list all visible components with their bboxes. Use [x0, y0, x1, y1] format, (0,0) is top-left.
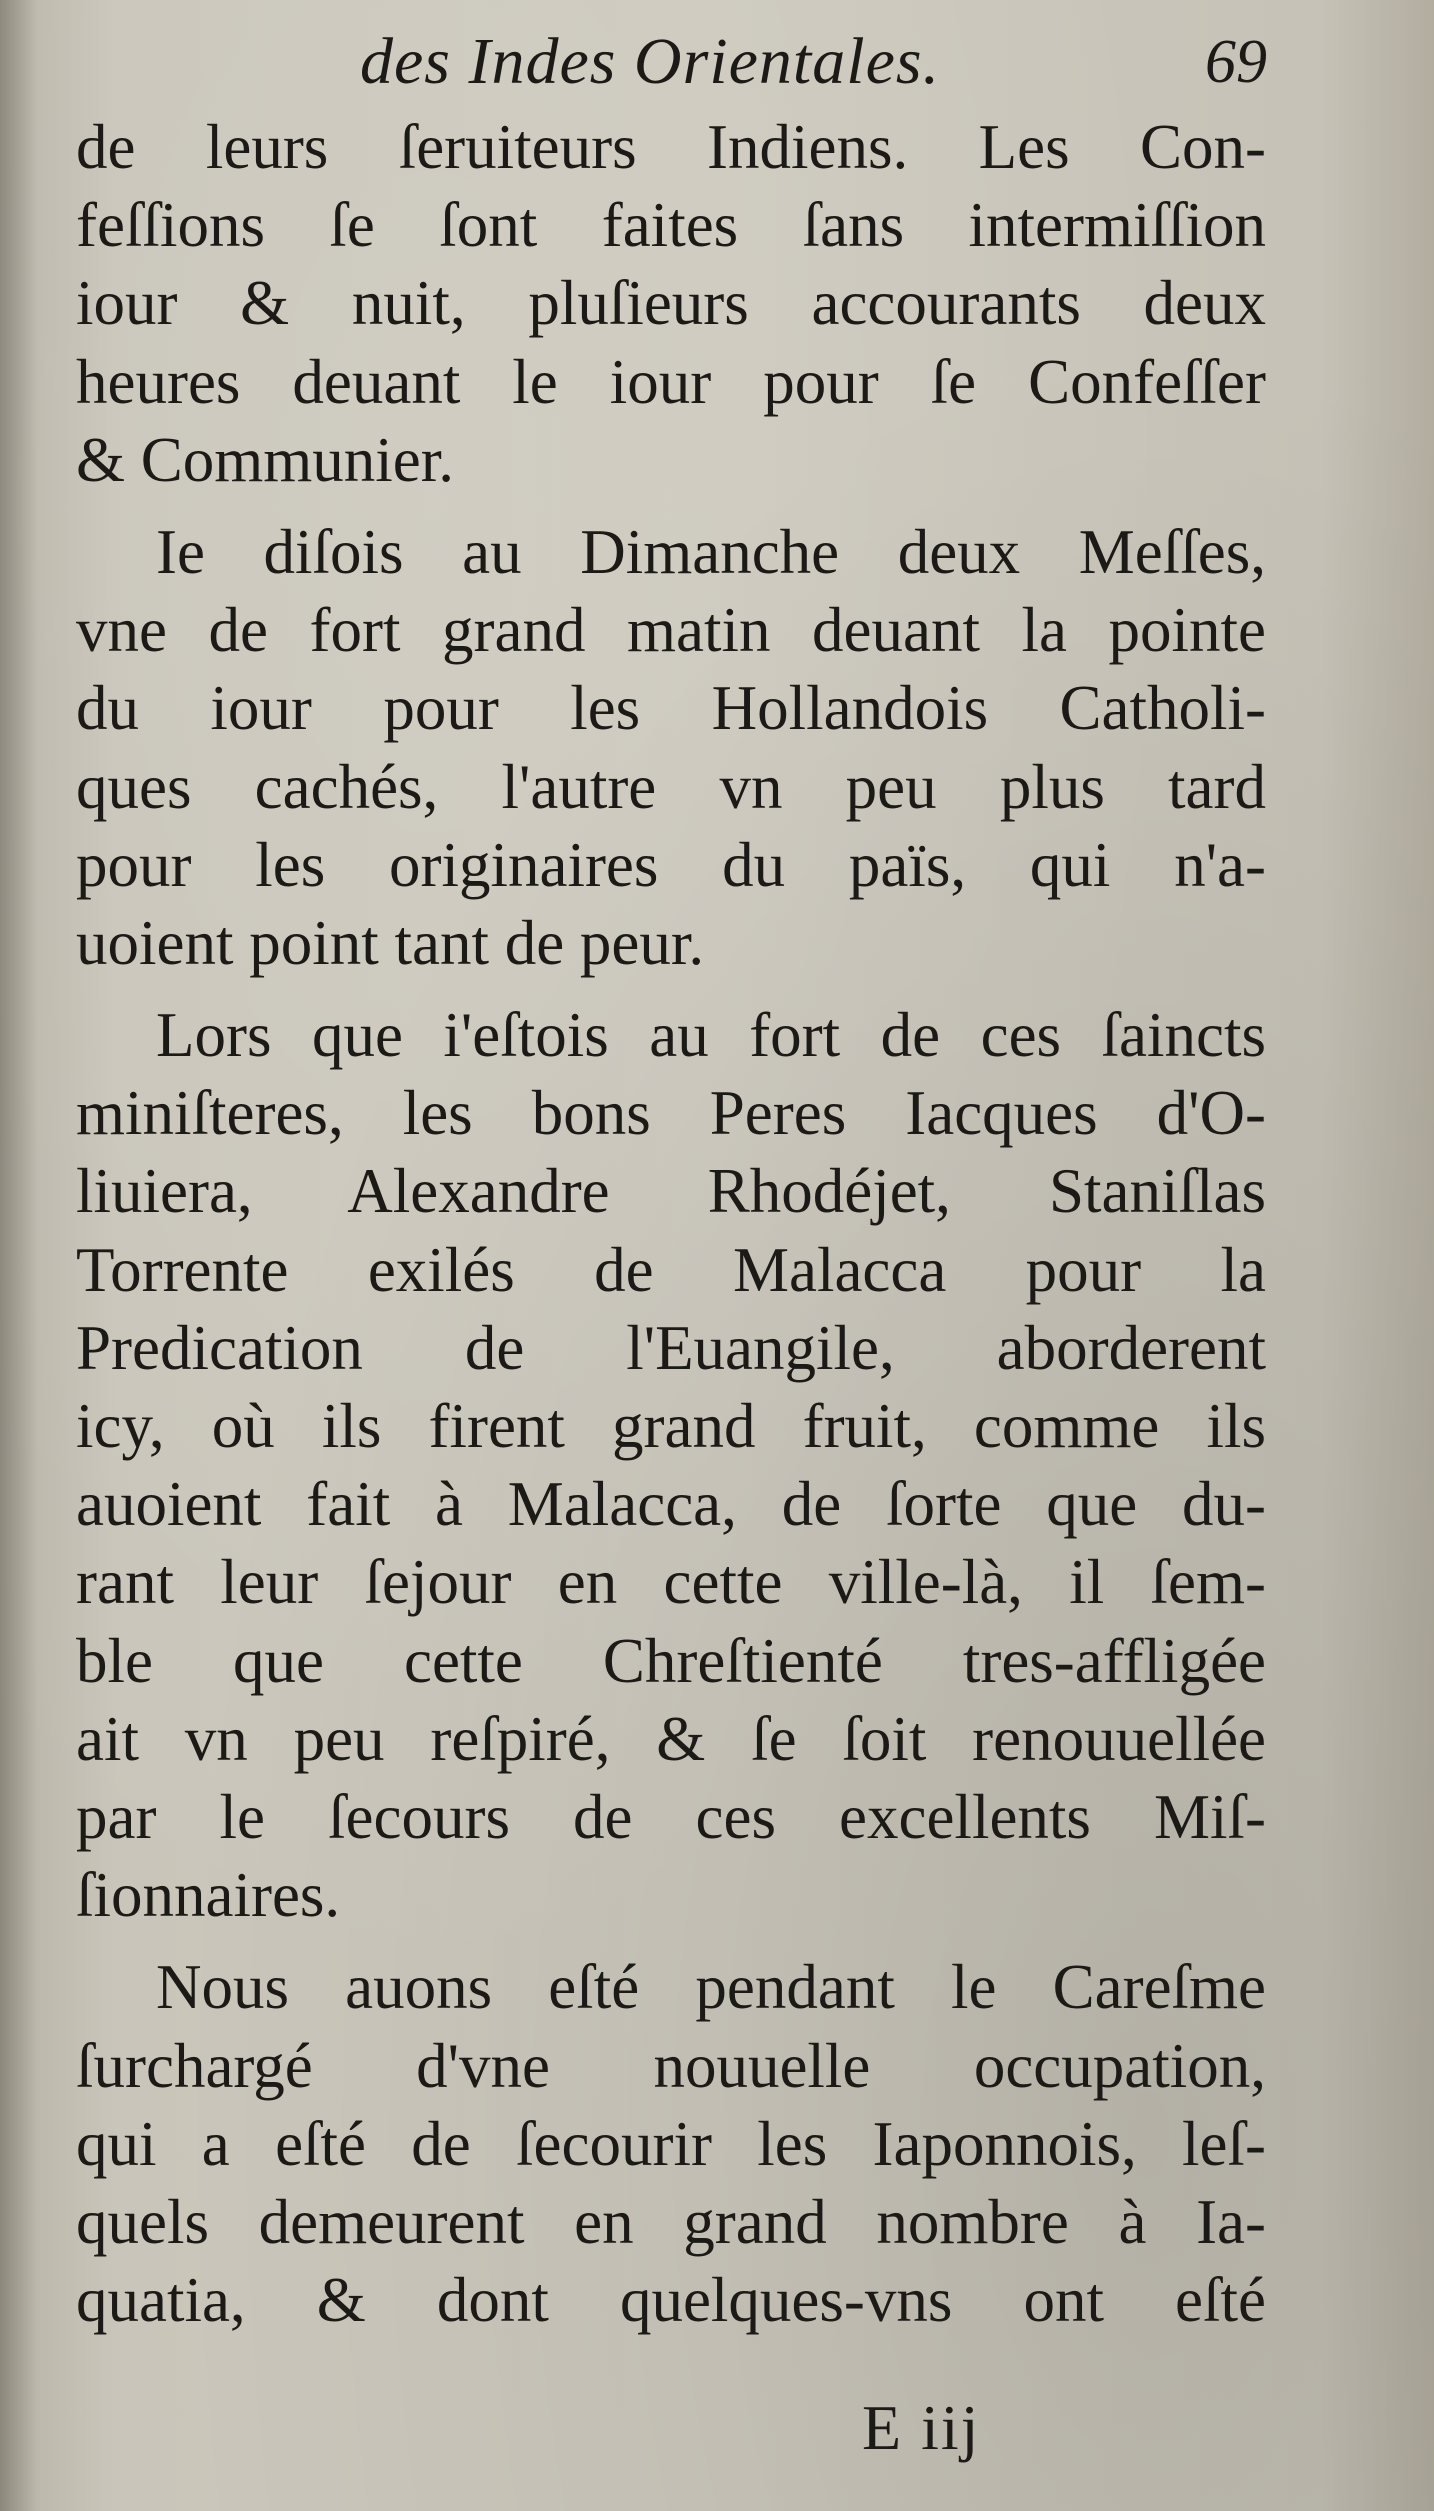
text-line: de leurs ſeruiteurs Indiens. Les Con-: [76, 112, 1266, 182]
text-line: quels demeurent en grand nombre à Ia-: [76, 2186, 1266, 2257]
text-line: Lors que i'eſtois au fort de ces ſaincts: [156, 1000, 1266, 1071]
text-line: ait vn peu reſpiré, & ſe ſoit renouuellée: [76, 1703, 1266, 1774]
gutter-shadow: [0, 0, 38, 2511]
paragraph-2: [76, 513, 1266, 982]
paragraph-4: [76, 1948, 1266, 2339]
text-line: Nous auons eſté pendant le Careſme: [156, 1952, 1266, 2023]
page-header: [0, 22, 1434, 102]
text-line: ſurchargé d'vne nouuelle occupation,: [76, 2030, 1266, 2101]
text-line: quatia, & dont quelques-vns ont eſté: [76, 2265, 1266, 2336]
text-line: ques cachés, l'autre vn peu plus tard: [76, 751, 1266, 822]
text-line: qui a eſté de ſecourir les Iaponnois, leſ-: [76, 2108, 1266, 2179]
text-line: ſionnaires.: [76, 1860, 341, 1931]
signature-mark: E iij: [862, 2392, 981, 2463]
text-line: Predication de l'Euangile, aborderent: [76, 1312, 1266, 1383]
text-line: Torrente exilés de Malacca pour la: [76, 1234, 1266, 1305]
paragraph-1: [76, 108, 1266, 499]
text-line: Ie diſois au Dimanche deux Meſſes,: [156, 516, 1266, 587]
text-line: ble que cette Chreſtienté tres-affligée: [76, 1625, 1266, 1696]
text-line: liuiera, Alexandre Rhodéjet, Staniſlas: [76, 1156, 1266, 1227]
text-line: iour & nuit, pluſieurs accourants deux: [76, 268, 1266, 339]
text-line: heures deuant le iour pour ſe Confeſſer: [76, 346, 1266, 417]
text-line: miniſteres, les bons Peres Iacques d'O-: [76, 1078, 1266, 1149]
text-line: du iour pour les Hollandois Catholi-: [76, 673, 1266, 744]
paragraph-3: [76, 996, 1266, 1934]
text-line: rant leur ſejour en cette ville-là, il ſem-: [76, 1547, 1266, 1618]
text-line: auoient fait à Malacca, de ſorte que du-: [76, 1469, 1266, 1540]
text-line: par le ſecours de ces excellents Miſ-: [76, 1781, 1266, 1852]
text-line: & Communier.: [76, 424, 454, 495]
running-head: des Indes Orientales.: [360, 25, 941, 98]
text-line: feſſions ſe ſont faites ſans intermiſſion: [76, 190, 1266, 261]
text-line: uoient point tant de peur.: [76, 907, 705, 978]
text-line: pour les originaires du païs, qui n'a-: [76, 829, 1266, 900]
body-text: [76, 108, 1266, 2339]
page-number: 69: [1205, 28, 1267, 96]
text-line: vne de fort grand matin deuant la pointe: [76, 595, 1266, 666]
text-line: icy, où ils firent grand fruit, comme ils: [76, 1391, 1266, 1461]
